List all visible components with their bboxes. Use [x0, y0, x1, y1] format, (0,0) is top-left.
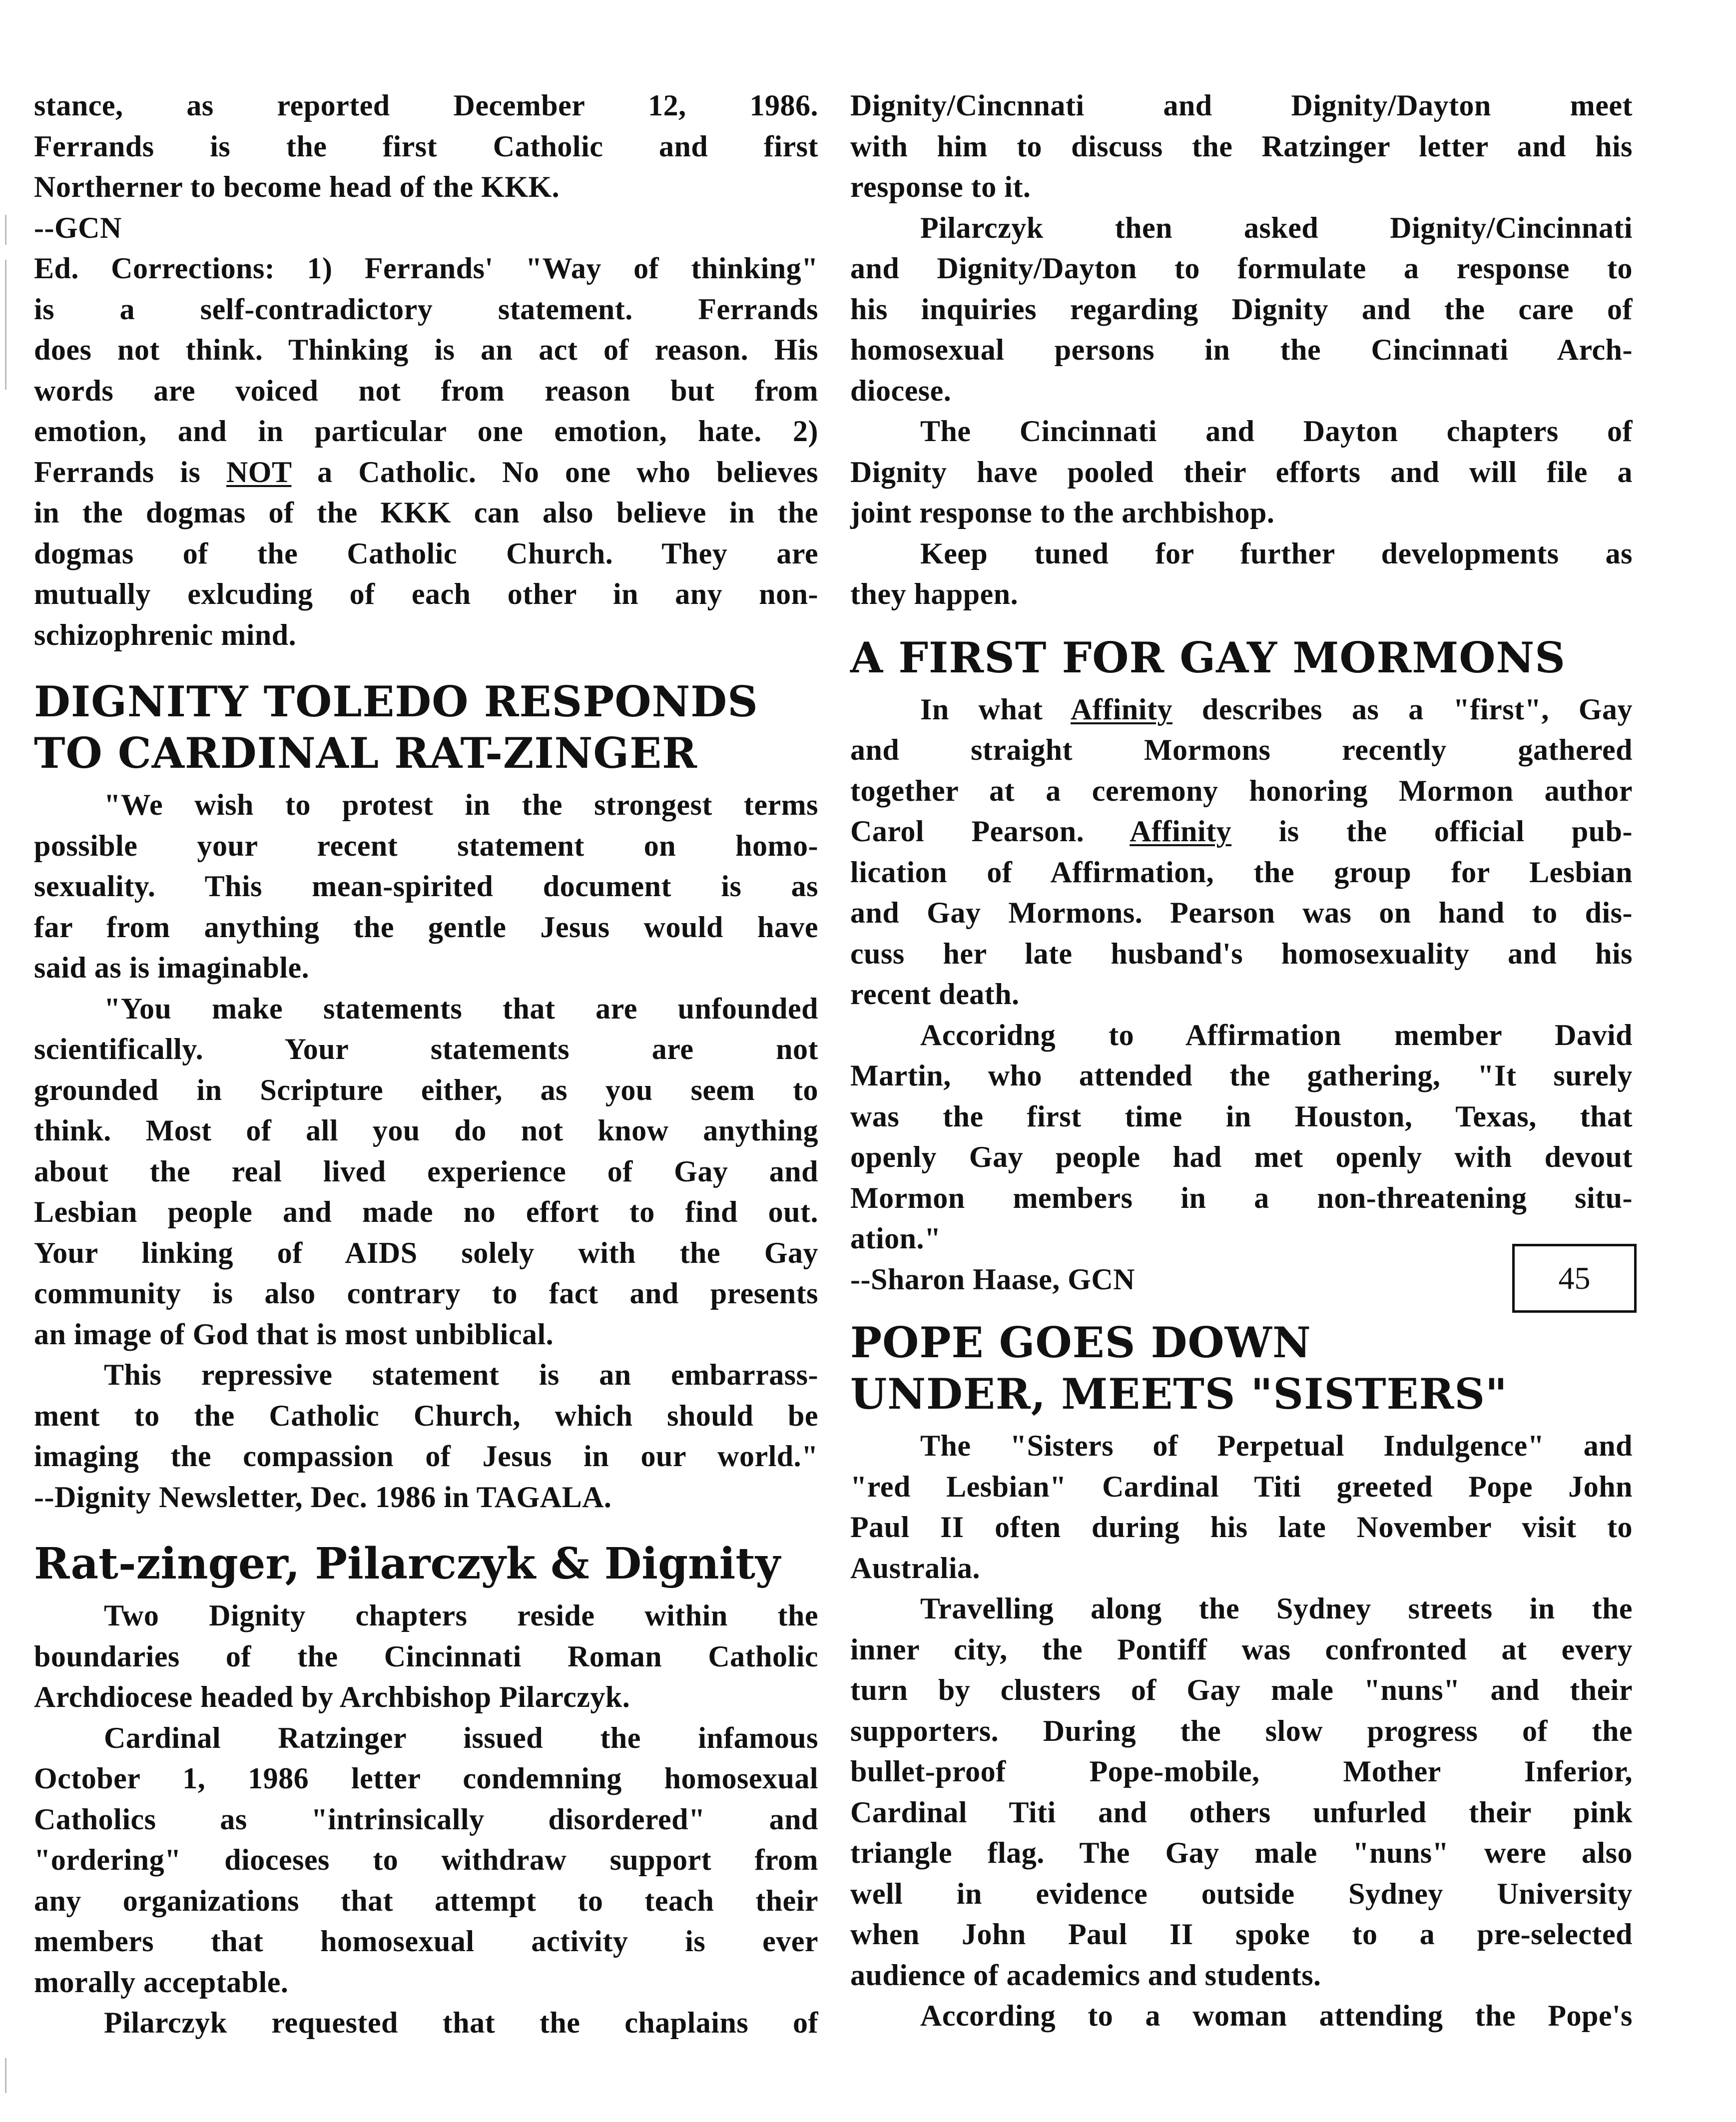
paragraph: [34, 2003, 818, 2044]
text-line: his inquiries regarding Dignity and the care of: [850, 292, 1633, 326]
text-line: "You make statements that are unfounded: [104, 992, 818, 1025]
paragraph: [34, 989, 818, 1355]
text-line: Two Dignity chapters reside within the: [104, 1599, 818, 1632]
text-line: scientifically. Your statements are not: [34, 1033, 818, 1065]
paragraph: [850, 1996, 1633, 2037]
text-line: and Gay Mormons. Pearson was on hand to dis-: [850, 896, 1633, 929]
text-line: does not think. Thinking is an act of reason. His: [34, 333, 818, 366]
text-line: inner city, the Pontiff was confronted at every: [850, 1632, 1633, 1666]
text-line: and Dignity/Dayton to formulate a response to: [850, 252, 1633, 285]
text-line: supporters. During the slow progress of the: [850, 1714, 1633, 1747]
text-line: Archdiocese headed by Archbishop Pilarczyk.: [34, 1680, 630, 1713]
heading-line: Rat-zinger, Pilarczyk & Dignity: [34, 1539, 780, 1589]
text-line: ation.": [850, 1222, 941, 1255]
text-line: The Cincinnati and Dayton chapters of: [920, 415, 1633, 448]
text-line: Cardinal Ratzinger issued the infamous: [104, 1721, 818, 1754]
text-line: Accoridng to Affirmation member David: [920, 1018, 1633, 1052]
text-line: schizophrenic mind.: [34, 618, 297, 651]
text-line: together at a ceremony honoring Mormon author: [850, 774, 1633, 807]
heading-line: POPE GOES DOWN: [850, 1318, 1311, 1367]
text-line: openly Gay people had met openly with devout: [850, 1140, 1633, 1173]
text-line: Australia.: [850, 1551, 980, 1585]
text-line: imaging the compassion of Jesus in our world.": [34, 1440, 818, 1473]
heading-line: A FIRST FOR GAY MORMONS: [850, 632, 1566, 682]
paragraph: [850, 533, 1633, 615]
text-line: stance, as reported December 12, 1986.: [34, 89, 818, 122]
text-line: is a self-contradictory statement. Ferrands: [34, 292, 818, 326]
text-line: when John Paul II spoke to a pre-selected: [850, 1918, 1633, 1951]
paragraph: [850, 689, 1633, 1015]
text-line: Ed. Corrections: 1) Ferrands' "Way of thinking": [34, 252, 818, 285]
text-line: lication of Affirmation, the group for Lesbian: [850, 855, 1633, 889]
text-line: Cardinal Titi and others unfurled their pink: [850, 1795, 1633, 1829]
paragraph: [34, 1595, 818, 1718]
text-line: Martin, who attended the gathering, "It surely: [850, 1059, 1633, 1092]
text-line: Keep tuned for further developments as: [920, 536, 1633, 570]
text-line: joint response to the archbishop.: [850, 496, 1275, 529]
text-line: boundaries of the Cincinnati Roman Catholic: [34, 1639, 818, 1673]
text-line: This repressive statement is an embarrass-: [104, 1358, 818, 1391]
text-line: Ferrands is the first Catholic and first: [34, 129, 818, 163]
paragraph: [850, 411, 1633, 533]
text-line: emotion, and in particular one emotion, hate. 2): [34, 415, 818, 448]
text-line: triangle flag. The Gay male "nuns" were also: [850, 1836, 1633, 1869]
text-line: Paul II often during his late November visit to: [850, 1511, 1633, 1544]
paragraph: [34, 1355, 818, 1518]
text-line: an image of God that is most unbiblical.: [34, 1317, 554, 1351]
text-line: audience of academics and students.: [850, 1958, 1321, 1992]
text-line: According to a woman attending the Pope's: [920, 1999, 1633, 2032]
text-line: Northerner to become head of the KKK.: [34, 170, 560, 203]
text-line: homosexual persons in the Cincinnati Arch-: [850, 333, 1633, 366]
text-line: Dignity/Cincnnati and Dignity/Dayton meet: [850, 89, 1633, 122]
underlined-title: Affinity: [1070, 692, 1172, 726]
text-line: far from anything the gentle Jesus would have: [34, 910, 818, 944]
text-line: "ordering" dioceses to withdraw support from: [34, 1843, 818, 1876]
text-line: members that homosexual activity is ever: [34, 1925, 818, 1958]
text-line: bullet-proof Pope-mobile, Mother Inferior,: [850, 1755, 1633, 1788]
text-line: in the dogmas of the KKK can also believe in the: [34, 496, 818, 529]
page-number: 45: [1558, 1260, 1591, 1296]
text-line: Ferrands is NOT a Catholic. No one who believes: [34, 455, 818, 489]
paragraph: [850, 208, 1633, 412]
paragraph: [34, 208, 818, 249]
page-number-box: [1512, 1244, 1637, 1313]
text-line: Travelling along the Sydney streets in the: [920, 1592, 1633, 1625]
text-line: --GCN: [34, 211, 122, 244]
paragraph: [850, 1426, 1633, 1589]
article-heading: [34, 1538, 818, 1590]
text-line: sexuality. This mean-spirited document is as: [34, 870, 818, 903]
text-line: and straight Mormons recently gathered: [850, 733, 1633, 766]
scan-margin-mark: [5, 215, 6, 245]
text-line: any organizations that attempt to teach their: [34, 1884, 818, 1917]
text-line: The "Sisters of Perpetual Indulgence" and: [920, 1429, 1633, 1462]
text-line: grounded in Scripture either, as you seem to: [34, 1073, 818, 1106]
paragraph: [34, 248, 818, 655]
article-heading: [850, 1317, 1633, 1420]
text-line: "red Lesbian" Cardinal Titi greeted Pope John: [850, 1470, 1633, 1503]
text-line: --Dignity Newsletter, Dec. 1986 in TAGALA.: [34, 1480, 612, 1514]
paragraph: [34, 785, 818, 989]
paragraph: [850, 1589, 1633, 1996]
article-heading: [34, 676, 818, 779]
text-line: said as is imaginable.: [34, 951, 310, 984]
paragraph: [850, 85, 1633, 208]
text-line: Carol Pearson. Affinity is the official pub-: [850, 815, 1633, 848]
text-line: Pilarczyk requested that the chaplains of: [104, 2006, 818, 2039]
text-line: Mormon members in a non-threatening situ-: [850, 1181, 1633, 1214]
underlined-title: Affinity: [1130, 815, 1232, 848]
heading-line: UNDER, MEETS "SISTERS": [850, 1369, 1508, 1419]
text-line: possible your recent statement on homo-: [34, 829, 818, 862]
text-line: diocese.: [850, 374, 952, 407]
text-line: Your linking of AIDS solely with the Gay: [34, 1236, 818, 1269]
text-line: Catholics as "intrinsically disordered" and: [34, 1802, 818, 1836]
article-heading: [850, 632, 1633, 683]
text-line: think. Most of all you do not know anything: [34, 1114, 818, 1147]
text-line: community is also contrary to fact and presents: [34, 1277, 818, 1310]
scan-margin-mark: [5, 2058, 6, 2093]
text-line: words are voiced not from reason but from: [34, 374, 818, 407]
text-line: Pilarczyk then asked Dignity/Cincinnati: [920, 211, 1633, 244]
text-line: well in evidence outside Sydney University: [850, 1877, 1633, 1910]
heading-line: DIGNITY TOLEDO RESPONDS: [34, 677, 758, 726]
text-line: dogmas of the Catholic Church. They are: [34, 536, 818, 570]
right-column: [850, 85, 1633, 2037]
text-line: cuss her late husband's homosexuality and his: [850, 937, 1633, 970]
text-line: October 1, 1986 letter condemning homosexual: [34, 1762, 818, 1795]
heading-line: TO CARDINAL RAT-ZINGER: [34, 728, 697, 778]
text-line: about the real lived experience of Gay and: [34, 1154, 818, 1188]
text-line: Dignity have pooled their efforts and will file a: [850, 455, 1633, 489]
paragraph: [850, 1015, 1633, 1259]
text-line: they happen.: [850, 577, 1019, 610]
text-line: --Sharon Haase, GCN: [850, 1262, 1136, 1296]
text-line: "We wish to protest in the strongest terms: [104, 788, 818, 821]
text-line: In what Affinity describes as a "first", Gay: [920, 692, 1633, 726]
text-line: mutually exlcuding of each other in any non-: [34, 577, 818, 610]
paragraph: [34, 85, 818, 208]
text-line: morally acceptable.: [34, 1965, 289, 1999]
text-line: with him to discuss the Ratzinger letter and his: [850, 129, 1633, 163]
text-line: was the first time in Houston, Texas, that: [850, 1099, 1633, 1133]
text-line: ment to the Catholic Church, which should be: [34, 1399, 818, 1432]
text-line: turn by clusters of Gay male "nuns" and their: [850, 1673, 1633, 1706]
left-column: [34, 85, 818, 2044]
scan-margin-mark: [5, 260, 6, 390]
text-line: response to it.: [850, 170, 1031, 203]
text-line: recent death.: [850, 978, 1020, 1011]
text-line: Lesbian people and made no effort to find out.: [34, 1195, 818, 1228]
paragraph: [34, 1718, 818, 2003]
underlined-title: NOT: [226, 455, 292, 489]
